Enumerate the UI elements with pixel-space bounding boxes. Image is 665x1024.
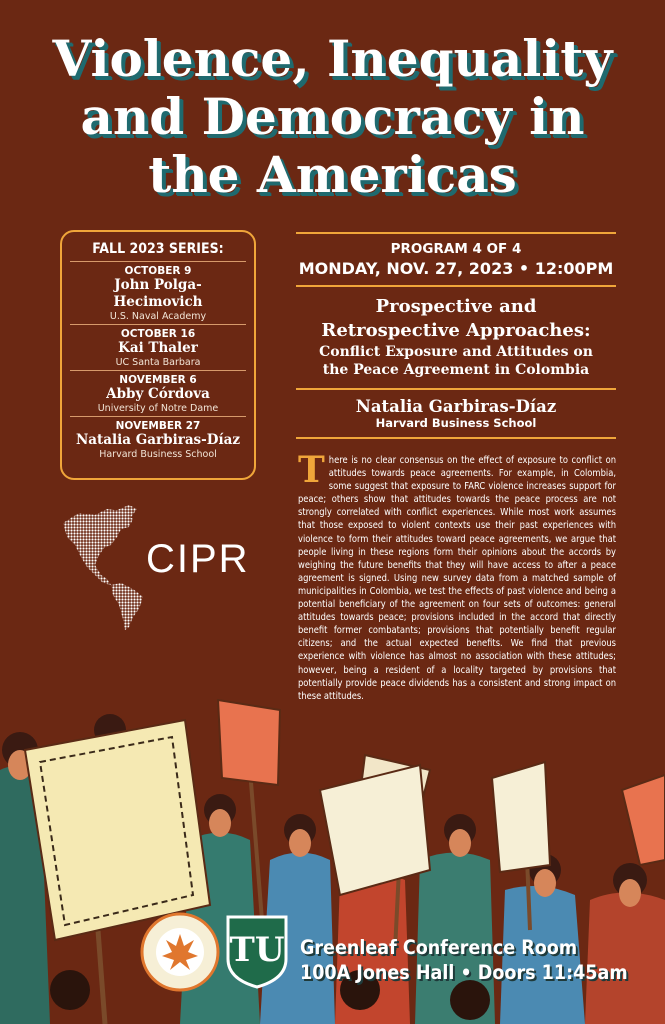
- series-event: [70, 261, 246, 324]
- venue-info: [300, 935, 655, 985]
- talk-title-line: Retrospective Approaches:: [321, 320, 591, 341]
- abstract-dropcap: T: [298, 449, 325, 491]
- event-affiliation: UC Santa Barbara: [115, 357, 201, 368]
- stone-center-seal-icon: [140, 912, 220, 992]
- tulane-shield-icon: [226, 915, 288, 989]
- event-date: NOVEMBER 27: [115, 420, 201, 432]
- venue-room: Greenleaf Conference Room: [300, 936, 578, 959]
- talk-subtitle-line: the Peace Agreement in Colombia: [322, 362, 590, 378]
- divider: [296, 437, 616, 439]
- talk-title-line: Prospective and: [375, 296, 537, 317]
- title-line: the Americas: [148, 145, 517, 204]
- poster-title: [0, 30, 665, 204]
- abstract: [298, 449, 616, 703]
- series-event: [70, 416, 246, 462]
- talk-subtitle: [296, 343, 616, 379]
- speaker-school: Harvard Business School: [375, 416, 537, 430]
- talk-subtitle-line: Conflict Exposure and Attitudes on: [319, 344, 593, 360]
- divider: [296, 232, 616, 234]
- event-speaker: Kai Thaler: [118, 340, 198, 356]
- program-info: [296, 232, 616, 439]
- event-affiliation: U.S. Naval Academy: [109, 311, 207, 322]
- event-date: NOVEMBER 6: [119, 374, 197, 386]
- divider: [296, 388, 616, 390]
- series-box: [60, 230, 256, 480]
- divider: [296, 285, 616, 287]
- event-speaker: Natalia Garbiras-Díaz: [75, 432, 241, 448]
- event-date: OCTOBER 16: [120, 328, 196, 340]
- series-event: [70, 370, 246, 416]
- event-speaker: Abby Córdova: [106, 386, 210, 402]
- abstract-text: here is no clear consensus on the effect of exposure to conflict on attitudes towards peace agreements. For example, in Colombia, some suggest that exposure to FARC violence increases support for peace; others show that attitudes towards the peace process are not strongly correlated with conflict experiences. While most work assumes that those exposed to violent contexts use their past experiences with violence to form their attitudes toward peace agreements, we argue that people living in these regions form their opinions about the accords by weighing the future benefits that they will have access to after a peace agreement is signed. Using new survey data from a matched sample of municipalities in Colombia, we test the effects of past violence and being a potential beneficiary of the agreement on four sets of outcomes: general attitudes towards peace; provisions included in the accord that directly benefit former combatants; provisions that potentially benefit regular citizens; and the actual expected benefits. We find that previous experience with violence has almost no association with these attitudes; however, being a resident of a locality targeted by provisions that potentially provide peace dividends has a consistent and strong impact on these attitudes.: [298, 455, 616, 702]
- program-datetime: MONDAY, NOV. 27, 2023 • 12:00PM: [298, 259, 614, 278]
- title-line: and Democracy in: [80, 87, 585, 146]
- venue-address-time: 100A Jones Hall • Doors 11:45am: [300, 961, 628, 984]
- speaker-name: Natalia Garbiras-Díaz: [355, 397, 557, 416]
- series-heading: FALL 2023 SERIES:: [92, 241, 224, 257]
- talk-title: [296, 295, 616, 343]
- title-line: Violence, Inequality: [52, 29, 613, 88]
- event-speaker: John Polga-Hecimovich: [113, 277, 203, 310]
- shield-letters: TU: [229, 930, 285, 970]
- series-event: [70, 324, 246, 370]
- event-affiliation: Harvard Business School: [99, 449, 217, 460]
- event-date: OCTOBER 9: [124, 265, 192, 277]
- event-affiliation: University of Notre Dame: [97, 403, 219, 414]
- cipr-logo-text: CIPR: [146, 537, 250, 581]
- program-label: PROGRAM 4 OF 4: [390, 241, 522, 257]
